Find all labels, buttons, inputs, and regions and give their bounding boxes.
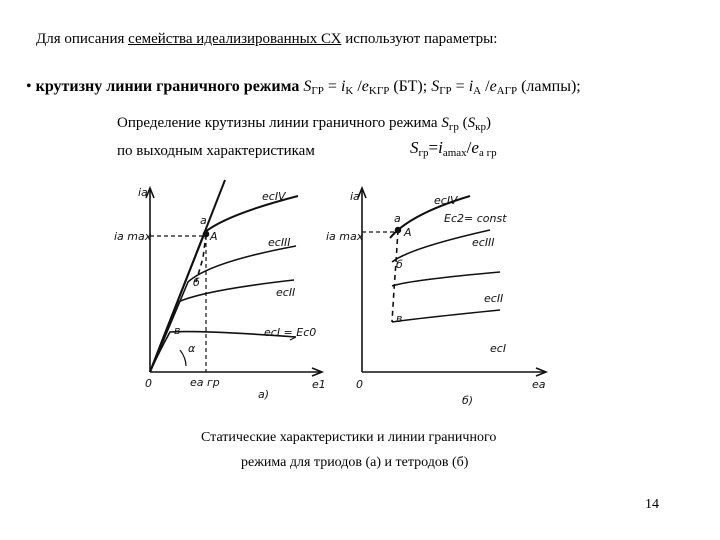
origin-label-a: 0 — [145, 377, 152, 390]
angle-label: α — [188, 342, 196, 355]
x-axis-label-a: e1 — [312, 378, 326, 391]
origin-label-b: 0 — [356, 378, 363, 391]
point-v-label-b: в — [396, 312, 403, 325]
imax-label-b: iа max — [326, 230, 364, 243]
curve-label-b-1: eсI — [490, 342, 507, 355]
curve-a-3 — [150, 246, 296, 372]
point-a-label-a: a — [200, 214, 207, 227]
eagr-label-a: eа гр — [190, 376, 220, 389]
bullet-label: крутизну линии граничного режима — [35, 78, 300, 95]
underlined-phrase: семейства идеализированных СХ — [128, 31, 342, 47]
panel-label-a: а) — [258, 388, 270, 401]
curve-b-2 — [392, 272, 500, 286]
curve-a-4 — [150, 196, 298, 372]
triode-plot — [146, 180, 322, 376]
curve-label-b-4: eсIV — [434, 194, 458, 207]
point-v-label-a: в — [174, 324, 181, 337]
x-axis-label-b: eа — [532, 378, 546, 391]
point-A-a — [204, 232, 209, 237]
point-A-label-b: A — [404, 226, 412, 239]
y-axis-label-b: iа — [350, 190, 360, 203]
slope-formula: $S_{гр}=i_{amax}/e_{a гр}$ — [410, 138, 497, 159]
curve-label-a-1: eсI = Eс0 — [264, 326, 317, 339]
figure-caption-line-1: Статические характеристики и линии граничного — [201, 430, 497, 445]
bullet-marker: • — [26, 78, 32, 95]
panel-label-b: б) — [462, 394, 474, 407]
intro-text: Для описания семейства идеализированных СХ используют параметры: — [36, 31, 498, 47]
definition-line-1: Определение крутизны линии граничного режима $S_{гр}$ $(S_{кр})$ — [117, 115, 491, 133]
imax-label-a: iа max — [114, 230, 152, 243]
page-number: 14 — [645, 497, 659, 512]
point-A-label-a: A — [210, 230, 218, 243]
curve-label-a-3: eсIII — [268, 236, 291, 249]
point-a-label-b: a — [394, 212, 401, 225]
curve-label-a-2: eсII — [276, 286, 296, 299]
y-axis-label-a: iа — [138, 186, 148, 199]
curve-label-b-3: eсIII — [472, 236, 495, 249]
point-b-label-b: б — [396, 258, 403, 271]
angle-arc — [180, 350, 186, 366]
curve-label-a-4: eсIV — [262, 190, 286, 203]
definition-line-2: по выходным характеристикам — [117, 143, 315, 159]
figure-caption-line-2: режима для триодов (а) и тетродов (б) — [241, 455, 469, 470]
bullet-line: • крутизну линии граничного режима $S_{ГР} = i_K$ $/e_{KГР}$ (БТ); $S_{ГР} = i_A$ $/e_{AГР}$ (лампы); — [26, 78, 581, 97]
ec2-const-label: Ec2= const — [444, 212, 507, 225]
curve-b-1 — [392, 310, 500, 322]
boundary-dashed-b — [392, 230, 398, 322]
point-A-b — [396, 228, 401, 233]
curve-label-b-2: eсII — [484, 292, 504, 305]
point-b-label-a: б — [193, 276, 200, 289]
